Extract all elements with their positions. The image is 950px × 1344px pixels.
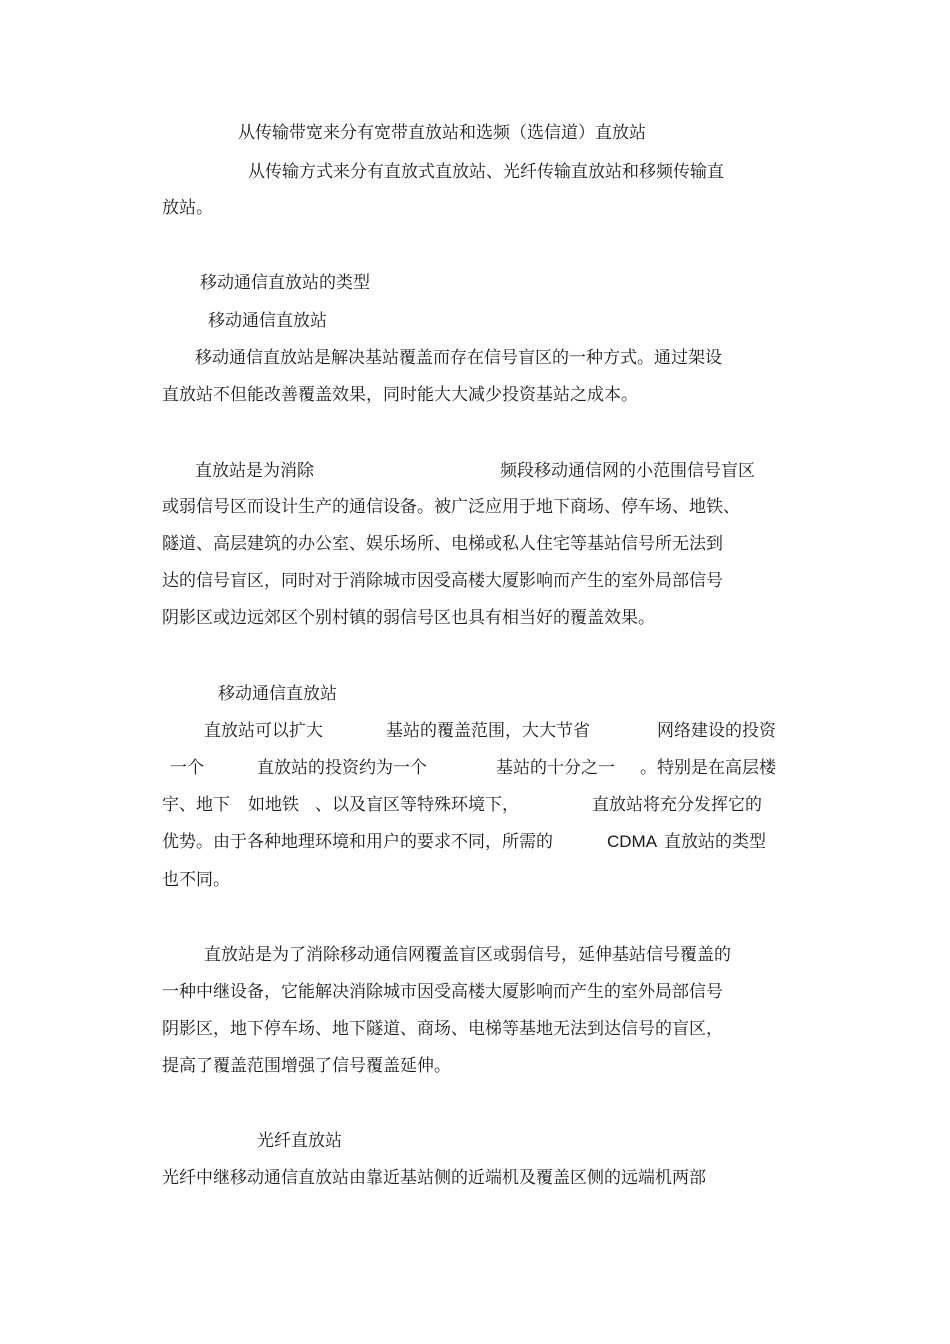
text-line: 阴影区，地下停车场、地下隧道、商场、电梯等基地无法到达信号的盲区， [162,1019,723,1039]
text-line: 。特别是在高层楼 [640,758,776,778]
text-line: 直放站是为消除 [195,461,314,481]
text-line: 、以及盲区等特殊环境下， [315,795,519,815]
text-line: 直放站可以扩大 [204,721,323,741]
text-line: 直放站的投资约为一个 [257,758,427,778]
section-heading: 移动通信直放站 [218,684,337,704]
text-line: 或弱信号区而设计生产的通信设备。被广泛应用于地下商场、停车场、地铁、 [162,497,740,517]
text-line: 优势。由于各种地理环境和用户的要求不同，所需的 [162,832,553,852]
text-line: 直放站的类型 [664,832,766,852]
text-line: 频段移动通信网的小范围信号盲区 [500,461,755,481]
text-line: 达的信号盲区，同时对于消除城市因受高楼大厦影响而产生的室外局部信号 [162,571,723,591]
text-line: 也不同。 [162,870,230,890]
text-line: 放站。 [162,198,213,218]
text-line: 移动通信直放站是解决基站覆盖而存在信号盲区的一种方式。通过架设 [195,348,722,368]
section-heading: 移动通信直放站 [208,311,327,331]
text-line: 基站的十分之一 [496,758,615,778]
text-line: 一个 [170,758,204,778]
section-heading: 光纤直放站 [257,1131,342,1151]
text-line: 网络建设的投资 [657,721,776,741]
text-line: 光纤中继移动通信直放站由靠近基站侧的近端机及覆盖区侧的远端机两部 [162,1168,706,1188]
text-line: 基站的覆盖范围，大大节省 [386,721,590,741]
text-line: 如地铁 [248,795,299,815]
text-line: 一种中继设备，它能解决消除城市因受高楼大厦影响而产生的室外局部信号 [162,982,723,1002]
text-line: 直放站是为了消除移动通信网覆盖盲区或弱信号，延伸基站信号覆盖的 [204,945,731,965]
text-line: CDMA [607,832,658,851]
text-line: 隧道、高层建筑的办公室、娱乐场所、电梯或私人住宅等基站信号所无法到 [162,534,723,554]
text-line: 宇、地下 [162,795,230,815]
text-line: 从传输带宽来分有宽带直放站和选频（选信道）直放站 [238,123,646,143]
text-line: 直放站将充分发挥它的 [592,795,762,815]
text-line: 提高了覆盖范围增强了信号覆盖延伸。 [162,1056,451,1076]
text-line: 从传输方式来分有直放式直放站、光纤传输直放站和移频传输直 [248,162,724,182]
text-line: 直放站不但能改善覆盖效果，同时能大大减少投资基站之成本。 [162,385,638,405]
text-line: 阴影区或边远郊区个别村镇的弱信号区也具有相当好的覆盖效果。 [162,608,655,628]
section-heading: 移动通信直放站的类型 [200,273,370,293]
